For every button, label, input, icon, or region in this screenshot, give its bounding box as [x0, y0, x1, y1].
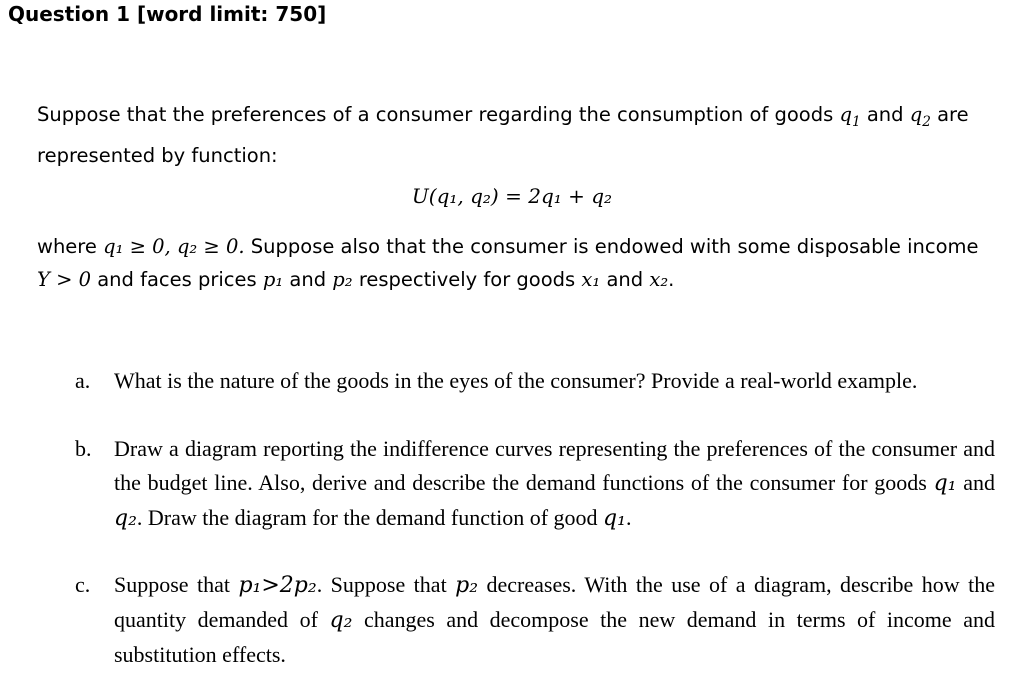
question-heading: Question 1 [word limit: 750]	[8, 2, 327, 26]
intro-text-2: are represented by function:	[37, 103, 969, 167]
question-c-text-3: decreases. With the use of a diagram, describe how the quantity demanded of	[114, 572, 995, 632]
question-b-end: .	[625, 505, 632, 530]
question-c	[75, 568, 995, 672]
question-c-text-2: . Suppose that	[316, 572, 447, 597]
question-a-marker: a.	[75, 368, 91, 393]
conditions-and: and	[289, 268, 327, 291]
question-b-text	[114, 432, 995, 536]
question-c-q2: q₂	[329, 608, 353, 633]
intro-text: Suppose that the preferences of a consumer regarding the consumption of goods	[37, 103, 834, 126]
good-x2: x₂	[649, 268, 669, 291]
conditions-end: .	[668, 268, 675, 291]
price-p2: p₂	[332, 268, 353, 291]
question-b	[75, 432, 995, 536]
question-b-text-2: . Draw the diagram for the demand function of good	[136, 505, 598, 530]
question-c-p2: p₂	[455, 573, 479, 598]
conditions-text-2: and faces prices	[97, 268, 257, 291]
price-p1: p₁	[262, 268, 284, 291]
equation-equals: =	[505, 184, 522, 208]
question-c-marker: c.	[75, 572, 91, 597]
where-label: where	[37, 235, 97, 258]
intro-paragraph	[37, 98, 997, 172]
condition-q1: q₁ ≥ 0,	[103, 235, 171, 258]
intro-and: and	[866, 103, 904, 126]
question-c-text-4: changes and decompose the new demand in terms of income and substitution effects.	[114, 607, 995, 667]
good-x1: x₁	[581, 268, 601, 291]
question-b-text-1: Draw a diagram reporting the indifference curves representing the preferences of the consumer and the budget line. Also, derive and describe the demand functions of the consumer for goods	[114, 436, 995, 495]
conditions-text-1: Suppose also that the consumer is endowed with some disposable income	[250, 235, 979, 258]
conditions-and-2: and	[606, 268, 644, 291]
question-c-condition: p₁>2p₂	[238, 573, 317, 598]
conditions-text-3: respectively for goods	[358, 268, 576, 291]
conditions-paragraph	[37, 230, 997, 296]
question-b-q1b: q₁	[603, 506, 626, 531]
question-a	[75, 364, 995, 398]
question-b-q2: q₂	[114, 506, 137, 531]
question-c-text	[114, 568, 995, 672]
question-c-text-1: Suppose that	[114, 572, 231, 597]
question-b-marker: b.	[75, 436, 92, 461]
question-a-text: What is the nature of the goods in the eyes of the consumer? Provide a real-world example.	[114, 368, 918, 393]
equation-lhs: U(q₁, q₂)	[411, 184, 499, 208]
var-q1: $q_1$	[839, 103, 861, 130]
condition-q2: q₂ ≥ 0.	[176, 235, 245, 258]
var-q2: $q_2$	[909, 103, 931, 130]
utility-equation	[0, 184, 1024, 208]
question-b-q1: q₁	[933, 471, 957, 496]
question-b-and: and	[963, 470, 996, 495]
equation-rhs: 2q₁ + q₂	[528, 184, 613, 208]
income-condition: Y > 0	[37, 268, 92, 291]
